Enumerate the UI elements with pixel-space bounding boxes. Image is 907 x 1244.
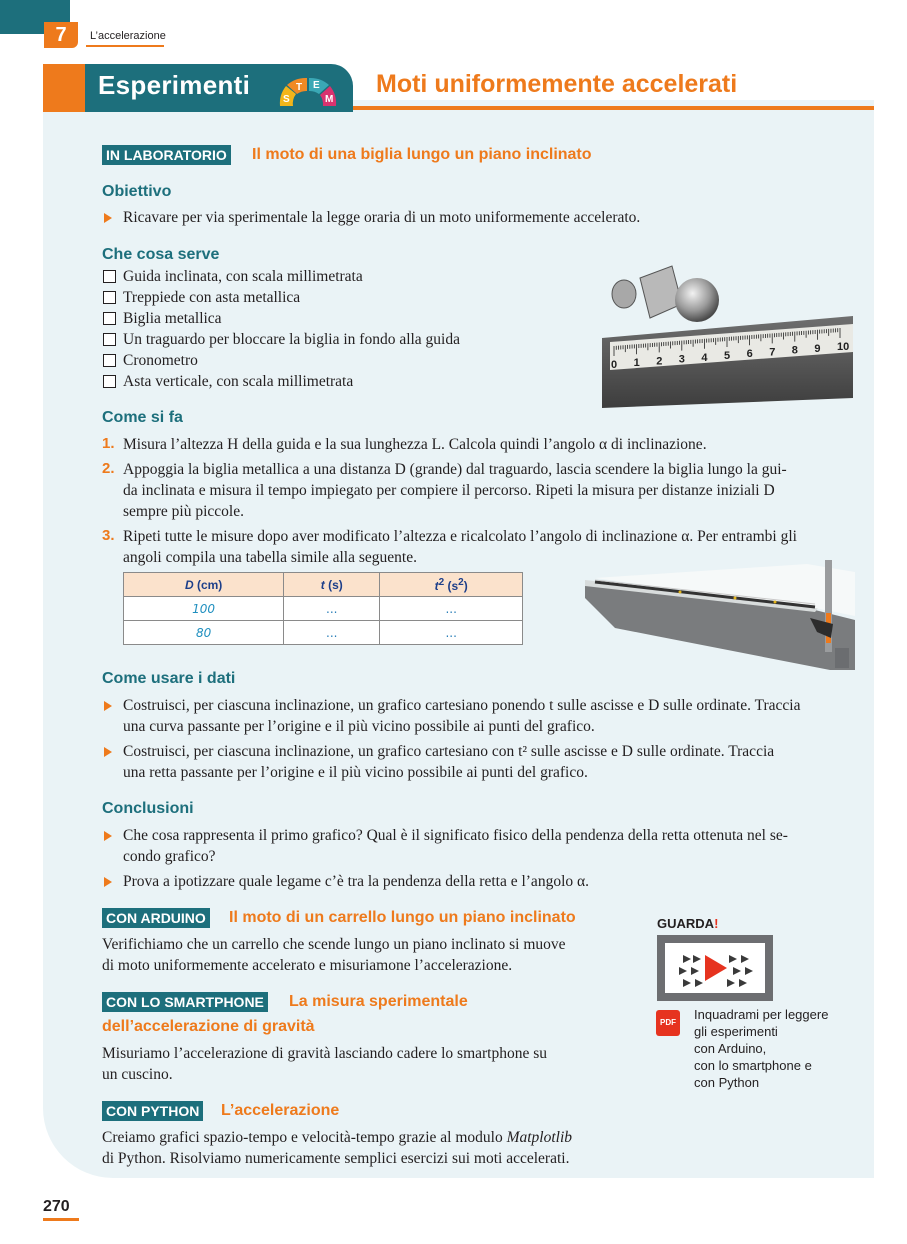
arduino-line: Verifichiamo che un carrello che scende lungo un piano inclinato si muove — [102, 936, 566, 953]
step-line: Misura l’altezza H della guida e la sua lunghezza L. Calcola quindi l’angolo α di inclinazione. — [123, 436, 707, 453]
ruler-photo — [600, 258, 853, 425]
table-cell: ... — [380, 597, 523, 621]
chapter-title: L’accelerazione — [90, 30, 166, 42]
smartphone-title: La misura sperimentale — [289, 993, 468, 1010]
ruler-number: 4 — [701, 351, 708, 364]
material-item: Cronometro — [123, 352, 198, 369]
banner-label: Esperimenti — [98, 70, 251, 100]
step-line: da inclinata e misura il tempo impiegato per compiere il percorso. Ripeti la misura per distanze iniziali D — [123, 482, 775, 499]
table-cell: ... — [284, 597, 380, 621]
ruler-number: 0 — [611, 359, 618, 371]
column-header: t (s) — [284, 573, 380, 597]
ruler-number: 8 — [791, 344, 798, 357]
python-tag: CON PYTHON — [102, 1101, 203, 1121]
checkbox-icon — [103, 270, 116, 283]
python-line: di Python. Risolviamo numericamente semplici esercizi sui moti accelerati. — [102, 1150, 570, 1167]
table-cell: ... — [380, 621, 523, 645]
ruler-number: 2 — [656, 355, 663, 368]
stem-letter: M — [325, 94, 334, 105]
conclusion-line: condo grafico? — [123, 848, 216, 865]
guarda-line: con Python — [694, 1075, 760, 1090]
smartphone-tag: CON LO SMARTPHONE — [102, 992, 268, 1012]
chapter-number: 7 — [44, 22, 78, 48]
bullet-triangle-icon — [104, 213, 112, 223]
data-use-line: una retta passante per l’origine e il più vicino possibile ai punti del grafico. — [123, 764, 588, 781]
bullet-triangle-icon — [104, 877, 112, 887]
data-use-line: Costruisci, per ciascuna inclinazione, un grafico cartesiano ponendo t sulle ascisse e D sulle ordinate. Traccia — [123, 697, 801, 714]
data-use-heading: Come usare i dati — [102, 670, 236, 687]
step-number: 1. — [102, 435, 115, 452]
materials-heading: Che cosa serve — [102, 246, 220, 263]
bullet-triangle-icon — [104, 701, 112, 711]
data-use-line: una curva passante per l’origine e il più vicino possibile ai punti del grafico. — [123, 718, 595, 735]
checkbox-icon — [103, 291, 116, 304]
chapter-underline — [86, 45, 164, 47]
table-row — [124, 621, 523, 645]
step-line: angoli compila una tabella simile alla seguente. — [123, 549, 417, 566]
ruler-number: 9 — [814, 342, 821, 355]
conclusions-heading: Conclusioni — [102, 800, 194, 817]
ruler-number: 7 — [769, 346, 776, 359]
checkbox-icon — [103, 333, 116, 346]
data-use-line: Costruisci, per ciascuna inclinazione, un grafico cartesiano con t² sulle ascisse e D sulle ordinate. Traccia — [123, 743, 775, 760]
python-line: Creiamo grafici spazio-tempo e velocità-tempo grazie al modulo Matplotlib — [102, 1129, 573, 1146]
guarda-text — [694, 1006, 854, 1091]
smartphone-line: un cuscino. — [102, 1066, 173, 1083]
play-video-icon[interactable] — [665, 943, 765, 993]
page-number: 270 — [43, 1198, 70, 1215]
stem-logo-icon — [272, 66, 344, 110]
conclusion-line: Che cosa rappresenta il primo grafico? Qual è il significato fisico della pendenza della retta ottenuta nel se- — [123, 827, 788, 844]
lab-title: Il moto di una biglia lungo un piano inclinato — [252, 146, 592, 163]
column-header: $t^2$ $(s^2)$ — [380, 573, 523, 597]
material-item: Un traguardo per bloccare la biglia in fondo alla guida — [123, 331, 460, 348]
guarda-line: con lo smartphone e — [694, 1058, 812, 1073]
ruler-number: 10 — [837, 341, 850, 353]
banner-title: Moti uniformemente accelerati — [376, 70, 738, 98]
table-cell: ... — [284, 621, 380, 645]
step-line: Ripeti tutte le misure dopo aver modificato l’altezza e ricalcolato l’angolo di inclinazione α. Per entrambi gli — [123, 528, 797, 545]
table-header-row — [124, 573, 523, 597]
procedure-heading: Come si fa — [102, 409, 183, 426]
ruler-number: 1 — [633, 357, 640, 370]
objective-text: Ricavare per via sperimentale la legge oraria di un moto uniformemente accelerato. — [123, 209, 641, 226]
banner-rule — [353, 106, 874, 110]
material-item: Biglia metallica — [123, 310, 222, 327]
material-item: Treppiede con asta metallica — [123, 289, 301, 306]
checkbox-icon — [103, 375, 116, 388]
python-title: L’accelerazione — [221, 1102, 340, 1119]
step-number: 3. — [102, 527, 115, 544]
guarda-line: con Arduino, — [694, 1041, 767, 1056]
inclined-plane-photo — [585, 558, 855, 670]
ruler-number: 3 — [678, 353, 685, 366]
material-item: Guida inclinata, con scala millimetrata — [123, 268, 363, 285]
page-number-rule — [43, 1218, 79, 1221]
lab-tag: IN LABORATORIO — [102, 145, 231, 165]
pdf-icon: PDF — [656, 1010, 680, 1036]
guarda-line: gli esperimenti — [694, 1024, 778, 1039]
arduino-tag: CON ARDUINO — [102, 908, 210, 928]
material-item: Asta verticale, con scala millimetrata — [123, 373, 354, 390]
stem-letter: E — [313, 80, 320, 91]
smartphone-title: dell’accelerazione di gravità — [102, 1018, 315, 1035]
objective-heading: Obiettivo — [102, 183, 172, 200]
conclusion-line: Prova a ipotizzare quale legame c’è tra la pendenza della retta e l’angolo α. — [123, 873, 589, 890]
table-row — [124, 597, 523, 621]
stem-letter: T — [296, 82, 303, 93]
column-header: D (cm) — [124, 573, 284, 597]
arduino-title: Il moto di un carrello lungo un piano inclinato — [229, 909, 576, 926]
data-table — [123, 572, 523, 645]
arduino-line: di moto uniformemente accelerato e misuriamone l’accelerazione. — [102, 957, 513, 974]
guarda-line: Inquadrami per leggere — [694, 1007, 829, 1022]
ruler-number: 5 — [724, 350, 731, 362]
checkbox-icon — [103, 312, 116, 325]
banner-accent — [43, 64, 85, 112]
step-number: 2. — [102, 460, 115, 477]
bullet-triangle-icon — [104, 831, 112, 841]
bullet-triangle-icon — [104, 747, 112, 757]
table-cell: 80 — [124, 621, 284, 645]
checkbox-icon — [103, 354, 116, 367]
ruler-number: 6 — [746, 348, 753, 361]
step-line: Appoggia la biglia metallica a una distanza D (grande) dal traguardo, lascia scendere la biglia lungo la gui- — [123, 461, 787, 478]
step-line: sempre più piccole. — [123, 503, 244, 520]
table-cell: 100 — [124, 597, 284, 621]
guarda-label: GUARDA! — [657, 916, 719, 931]
stem-letter: S — [283, 94, 290, 105]
smartphone-line: Misuriamo l’accelerazione di gravità lasciando cadere lo smartphone su — [102, 1045, 548, 1062]
